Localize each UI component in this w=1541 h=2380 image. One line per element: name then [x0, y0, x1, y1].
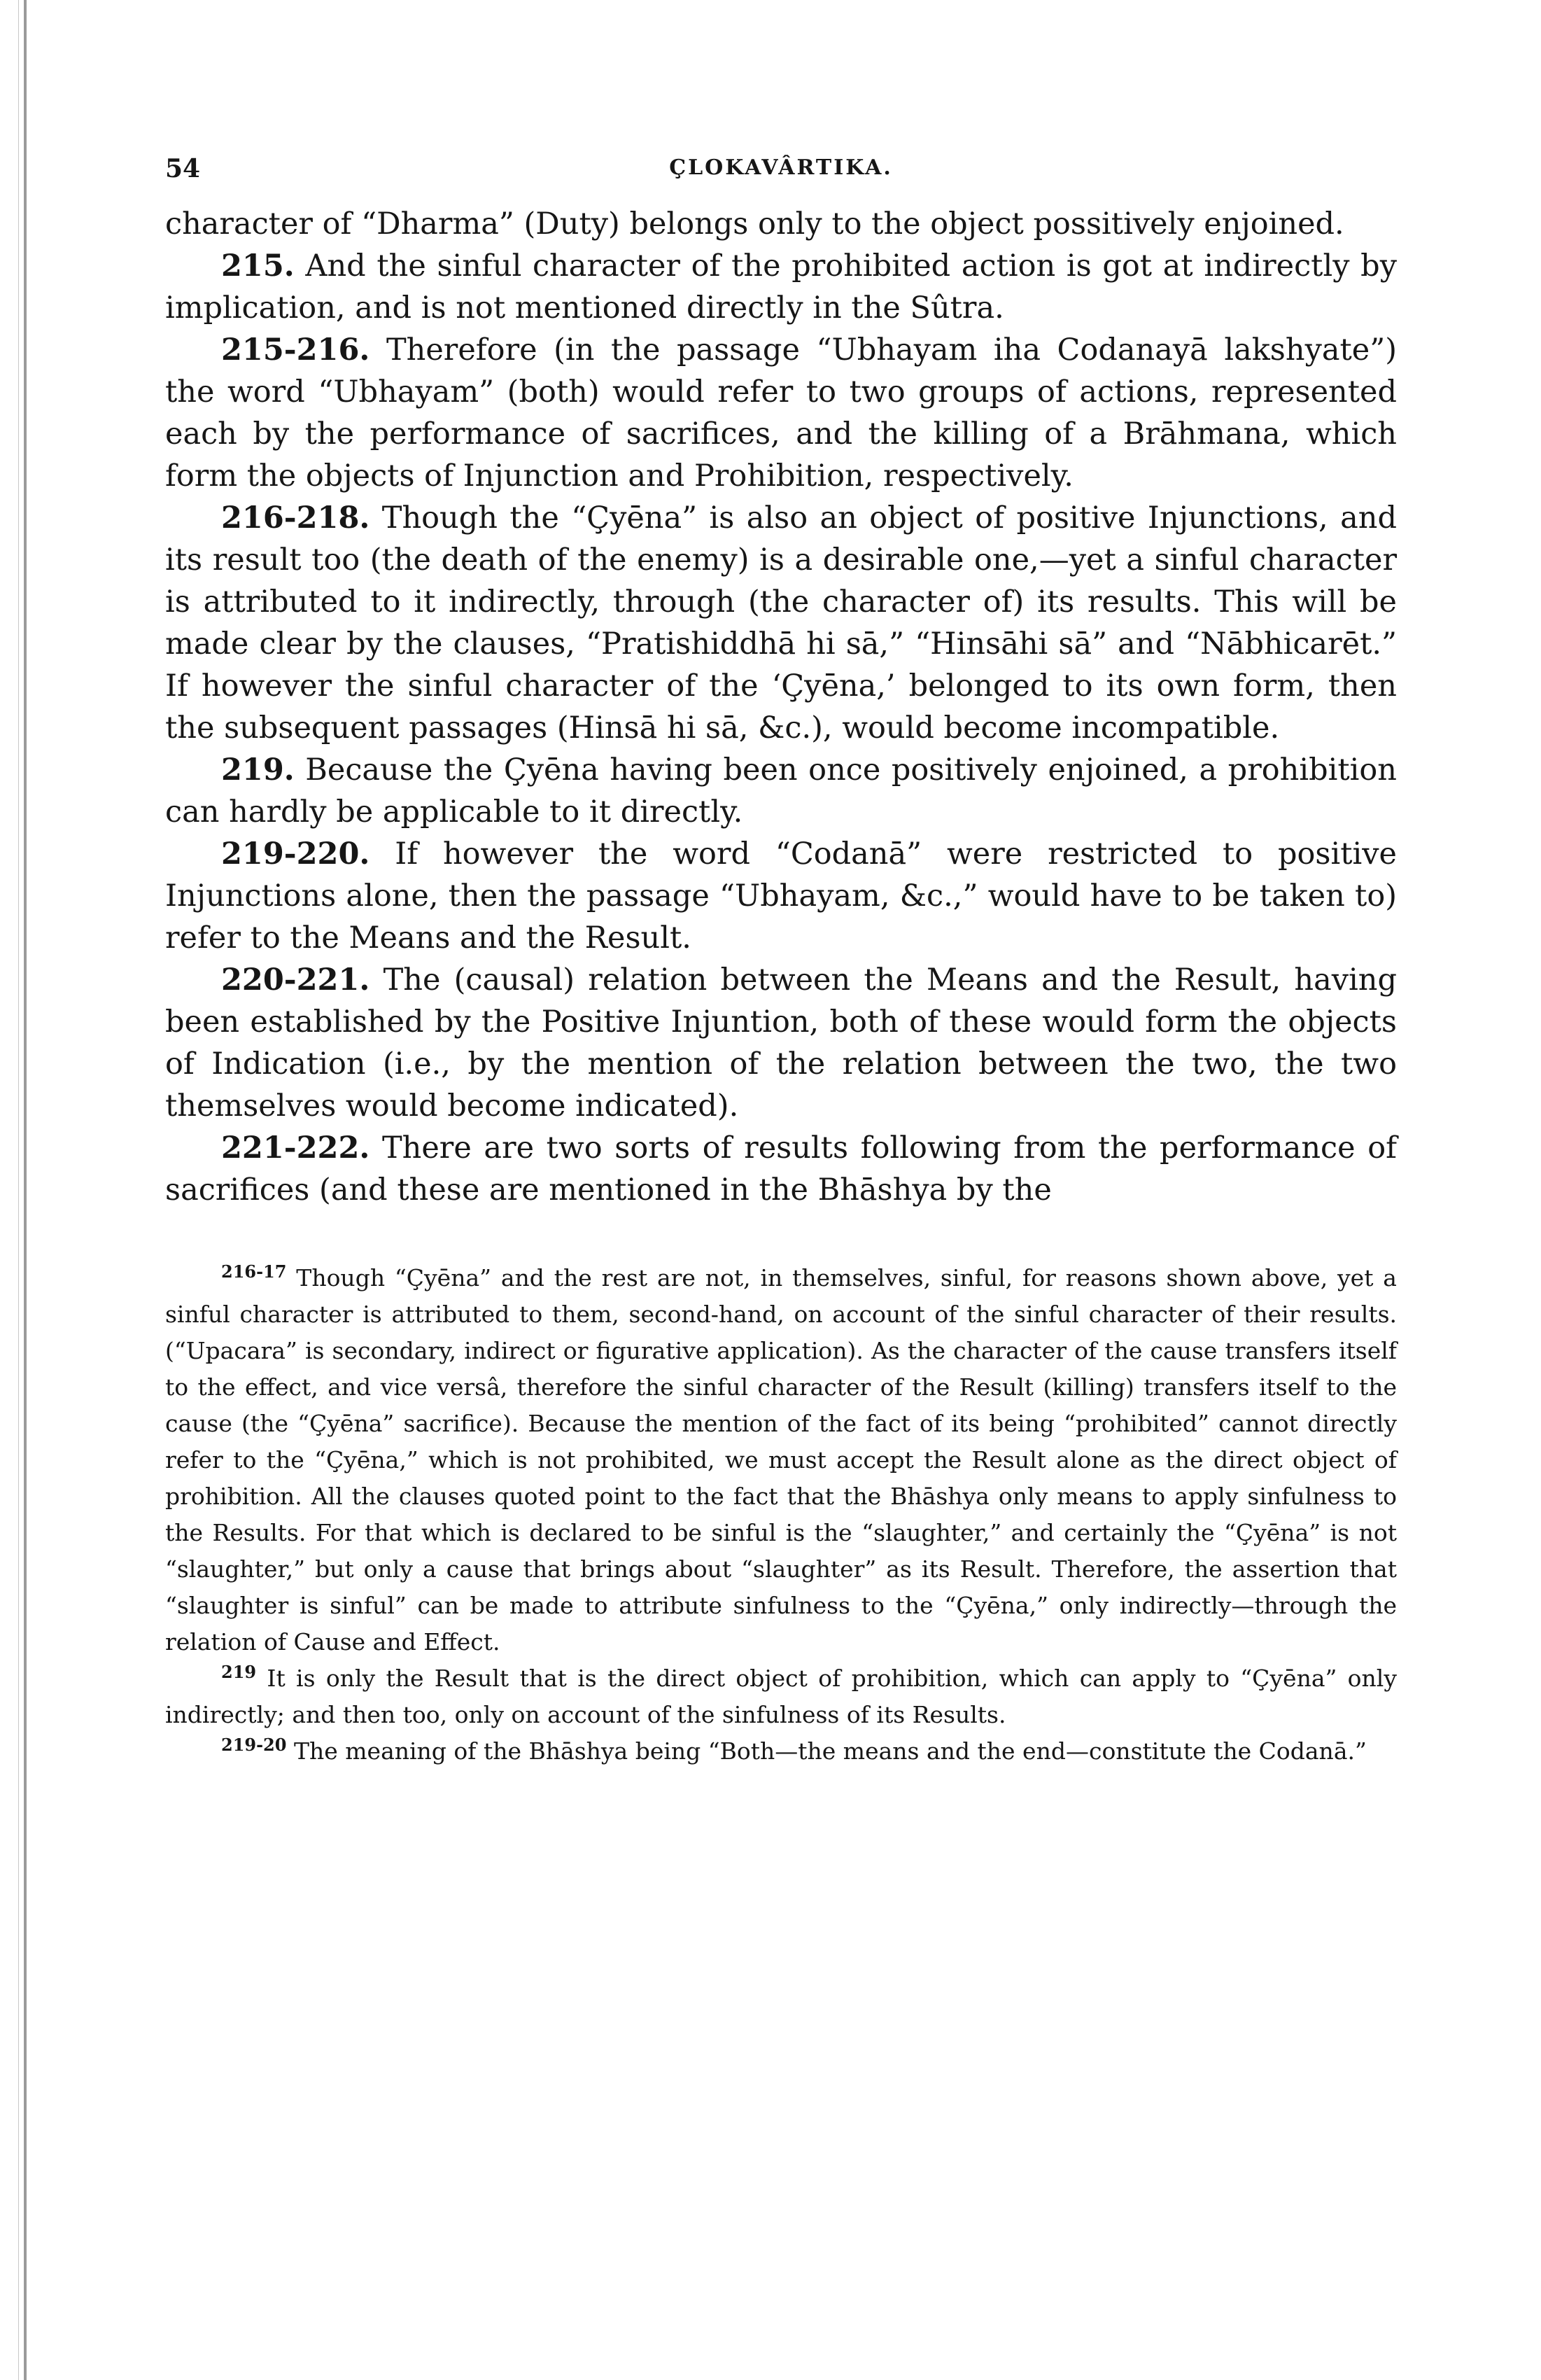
verse-number: 219-220. [221, 836, 370, 872]
verse-number: 215-216. [221, 332, 370, 368]
paragraph-text: Because the Çyēna having been once positively enjoined, a prohibition can hardly be applicable to it directly. [165, 752, 1397, 830]
footnote-219-20 [165, 1733, 1397, 1770]
footnote-text: Though “Çyēna” and the rest are not, in themselves, sinful, for reasons shown above, yet a sinful character is attributed to them, second-hand, on account of the sinful character of their results. (“Upacara” is secondary, indirect or figurative application). As the character of the cause transfers itself to the effect, and vice versâ, therefore the sinful character of the Result (killing) transfers itself to the cause (the “Çyēna” sacrifice). Because the mention of the fact of its being “prohibited” cannot directly refer to the “Çyēna,” which is not prohibited, we must accept the Result alone as the direct object of prohibition. All the clauses quoted point to the fact that the Bhāshya only means to apply sinfulness to the Results. For that which is declared to be sinful is the “slaughter,” and certainly the “Çyēna” is not “slaughter,” but only a cause that brings about “slaughter” as its Result. Therefore, the assertion that “slaughter is sinful” can be made to attribute sinfulness to the “Çyēna,” only indirectly—through the relation of Cause and Effect. [165, 1264, 1397, 1656]
paragraph-219-220 [165, 833, 1397, 959]
footnote-number: 219-20 [221, 1735, 287, 1755]
footnote-number: 219 [221, 1662, 257, 1682]
page-header [165, 154, 1397, 203]
page-number: 54 [165, 154, 201, 183]
paragraph-text: There are two sorts of results following from the performance of sacrifices (and these are mentioned in the Bhāshya by the [165, 1130, 1397, 1208]
paragraph-text: Though the “Çyēna” is also an object of positive Injunctions, and its result too (the death of the enemy) is a desirable one,—yet a sinful character is attributed to it indirectly, through (the character of) its results. This will be made clear by the clauses, “Pratishiddhā hi sā,” “Hinsāhi sā” and “Nābhicarēt.” If however the sinful character of the ‘Çyēna,’ belonged to its own form, then the subsequent passages (Hinsā hi sā, &c.), would become incompatible. [165, 500, 1397, 746]
binding-edge [24, 0, 27, 2380]
main-text [165, 203, 1397, 1211]
verse-number: 220-221. [221, 962, 370, 997]
paragraph-215-216 [165, 329, 1397, 497]
paragraph-text: The (causal) relation between the Means and the Result, having been established by the Positive Injuntion, both of these would form the objects of Indication (i.e., by the mention of the relation between the two, the two themselves would become indicated). [165, 962, 1397, 1124]
paragraph-continued: character of “Dharma” (Duty) belongs only to the object possitively enjoined. [165, 206, 1344, 241]
verse-number: 219. [221, 752, 295, 788]
paragraph-text: Therefore (in the passage “Ubhayam iha Codanayā lakshyate”) the word “Ubhayam” (both) would refer to two groups of actions, represented each by the performance of sacrifices, and the killing of a Brāhmana, which form the objects of Injunction and Prohibition, respectively. [165, 332, 1397, 493]
verse-number: 215. [221, 248, 295, 284]
verse-number: 221-222. [221, 1130, 370, 1166]
paragraph-text: If however the word “Codanā” were restricted to positive Injunctions alone, then the passage “Ubhayam, &c.,” would have to be taken to) refer to the Means and the Result. [165, 836, 1397, 955]
paragraph-221-222 [165, 1127, 1397, 1211]
running-head: ÇLOKAVÂRTIKA. [669, 155, 893, 180]
footnote-219 [165, 1660, 1397, 1733]
footnotes [165, 1260, 1397, 1770]
paragraph-219 [165, 749, 1397, 833]
footnote-text: It is only the Result that is the direct object of prohibition, which can apply to “Çyēna” only indirectly; and then too, only on account of the sinfulness of its Results. [165, 1665, 1397, 1728]
page [165, 154, 1397, 1770]
paragraph-220-221 [165, 959, 1397, 1127]
paragraph-216-218 [165, 497, 1397, 749]
footnote-216-17 [165, 1260, 1397, 1660]
footnote-text: The meaning of the Bhāshya being “Both—the means and the end—constitute the Codanā.” [286, 1737, 1367, 1765]
paragraph-text: And the sinful character of the prohibited action is got at indirectly by implication, and is not mentioned directly in the Sûtra. [165, 248, 1397, 326]
page-edge-line [18, 0, 19, 2380]
footnote-number: 216-17 [221, 1261, 287, 1282]
paragraph-215 [165, 245, 1397, 329]
verse-number: 216-218. [221, 500, 370, 536]
